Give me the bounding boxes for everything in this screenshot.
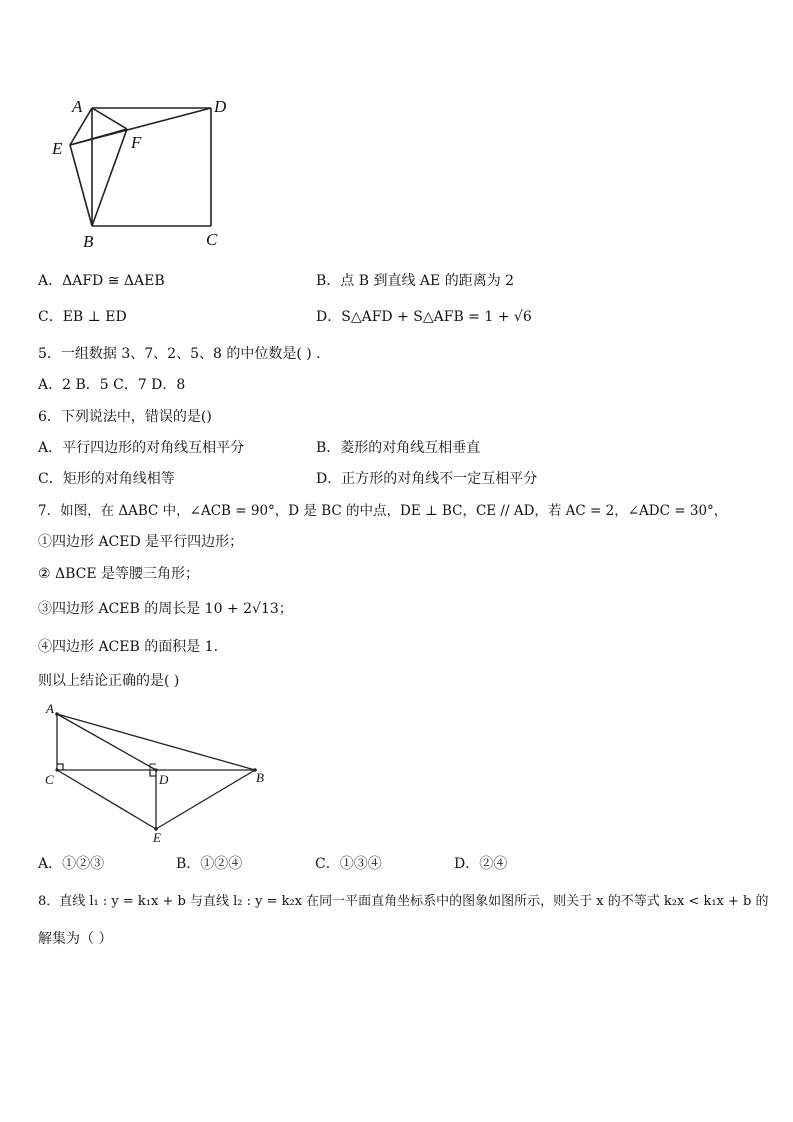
q4-option-c: C．EB ⊥ ED — [38, 309, 127, 325]
label-b: B — [256, 770, 264, 785]
q7-statement-1: ①四边形 ACED 是平行四边形； — [38, 534, 244, 550]
label-c: C — [206, 230, 218, 249]
label-c: C — [45, 772, 54, 787]
q4-option-a: A．ΔAFD ≅ ΔAEB — [38, 273, 165, 289]
label-e: E — [52, 139, 63, 158]
q8-stem-line1: 8．直线 l₁ : y = k₁x + b 与直线 l₂ : y = k₂x 在同一平面直角坐标系中的图象如图所示，则关于 x 的不等式 k₂x < k₁x + b 的 — [38, 894, 769, 909]
q6-option-a: A．平行四边形的对角线互相平分 — [38, 440, 245, 456]
label-d: D — [159, 772, 169, 787]
label-e: E — [153, 830, 161, 845]
q8-stem-line2: 解集为（ ） — [38, 931, 113, 947]
q7-statement-2: ② ΔBCE 是等腰三角形； — [38, 566, 200, 582]
q7-option-a: A．①②③ — [38, 856, 105, 872]
q6-option-b: B．菱形的对角线互相垂直 — [316, 440, 481, 456]
label-f: F — [131, 133, 142, 152]
label-a: A — [46, 701, 54, 716]
q6-option-c: C．矩形的对角线相等 — [38, 471, 175, 487]
q4-option-d: D．S△AFD + S△AFB = 1 + √6 — [316, 309, 532, 325]
q7-stem: 7．如图，在 ΔABC 中，∠ACB = 90°，D 是 BC 的中点，DE ⊥ BC，CE // AD，若 AC = 2，∠ADC = 30°， — [38, 503, 728, 519]
q7-option-c: C．①③④ — [315, 856, 382, 872]
q7-statement-4: ④四边形 ACEB 的面积是 1． — [38, 639, 228, 655]
q6-stem: 6．下列说法中，错误的是() — [38, 409, 212, 425]
q4-option-b: B．点 B 到直线 AE 的距离为 2 — [316, 273, 515, 289]
q5-options: A．2 B．5 C．7 D．8 — [38, 377, 186, 393]
q7-statement-3: ③四边形 ACEB 的周长是 10 + 2√13； — [38, 601, 293, 617]
q7-question: 则以上结论正确的是( ) — [38, 673, 180, 689]
q5-stem: 5．一组数据 3、7、2、5、8 的中位数是( ) . — [38, 346, 321, 362]
label-d: D — [214, 97, 227, 116]
label-a: A — [72, 97, 83, 116]
q7-option-b: B．①②④ — [176, 856, 243, 872]
q6-option-d: D．正方形的对角线不一定互相平分 — [316, 471, 538, 487]
label-b: B — [83, 232, 94, 251]
q7-option-d: D．②④ — [454, 856, 508, 872]
